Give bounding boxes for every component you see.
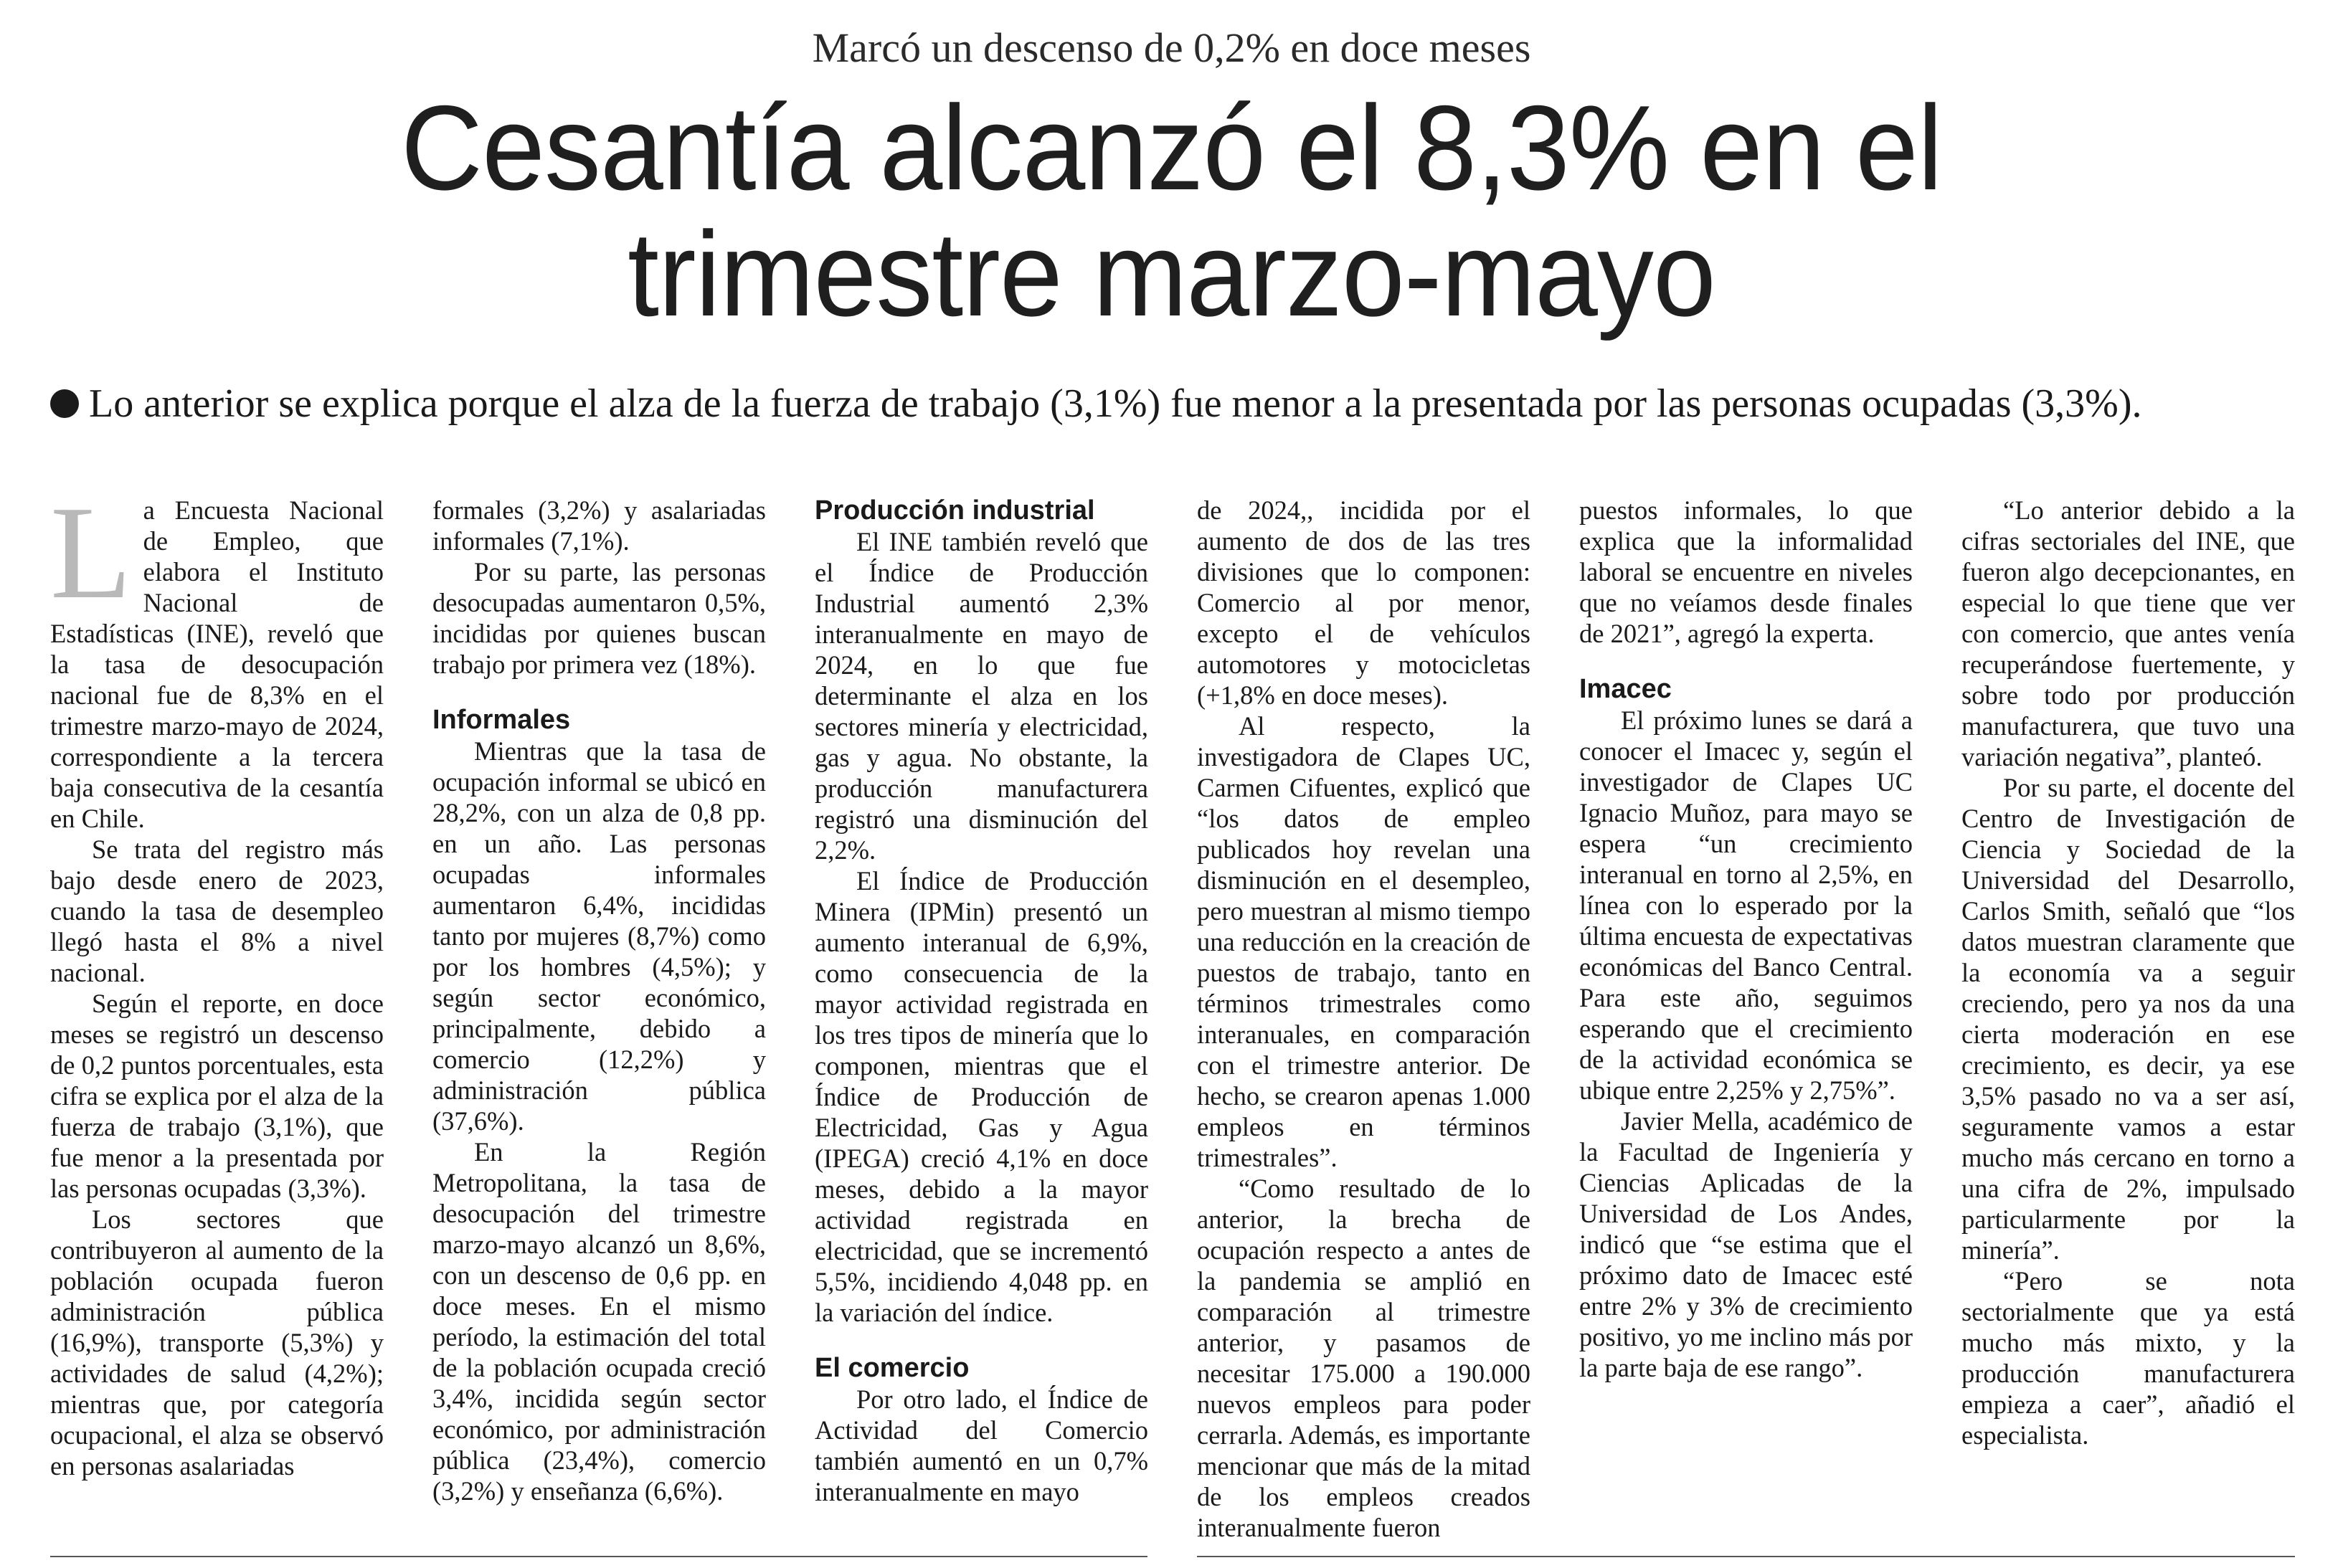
- subheading-comercio: El comercio: [815, 1353, 970, 1383]
- headline-line-2: trimestre marzo-mayo: [628, 206, 1715, 341]
- paragraph: El INE también reveló que el Índice de Producción Industrial aumentó 2,3% interanualmente en mayo de 2024, en lo que fue determinante el alza en los sectores minería y electricidad, gas y agua. No obstante, la producción manufacturera registró una disminución del 2,2%.: [815, 527, 1148, 865]
- paragraph: El Índice de Producción Minera (IPMin) presentó un aumento interanual de 6,9%, como consecuencia de la mayor actividad registrada en los tres tipos de minería que lo componen, mientras que el Índice de Producción de Electricidad, Gas y Agua (IPEGA) creció 4,1% en doce meses, debido a la mayor actividad registrada en electricidad, que se incrementó 5,5%, incidiendo 4,048 pp. en la variación del índice.: [815, 866, 1148, 1327]
- column-5: [1579, 495, 1913, 1556]
- bottom-rule-left: [50, 1556, 1147, 1557]
- column-6: [1961, 495, 2295, 1556]
- paragraph: Según el reporte, en doce meses se registró un descenso de 0,2 puntos porcentuales, esta cifra se explica por el alza de la fuerza de trabajo (3,1%), que fue menor a la presentada por las personas ocupadas (3,3%).: [50, 989, 384, 1203]
- paragraph: Por su parte, el docente del Centro de Investigación de Ciencia y Sociedad de la Universidad del Desarrollo, Carlos Smith, señaló que “los datos muestran claramente que la economía va a seguir creciendo, pero ya nos da una cierta moderación en ese crecimiento, es decir, ya ese 3,5% pasado no va a ser así, seguramente vamos a estar mucho más cercano en torno a una cifra de 2%, impulsado particularmente por la minería”.: [1961, 773, 2295, 1265]
- paragraph: En la Región Metropolitana, la tasa de desocupación del trimestre marzo-mayo alcanzó un 8,6%, con un descenso de 0,6 pp. en doce meses. En el mismo período, la estimación del total de la población ocupada creció 3,4%, incidida según sector económico, por administración pública (23,4%), comercio (3,2%) y enseñanza (6,6%).: [432, 1137, 766, 1506]
- paragraph: de 2024,, incidida por el aumento de dos de las tres divisiones que lo componen: Comercio al por menor, excepto el de vehículos automotores y motocicletas (+1,8% en doce meses).: [1197, 495, 1530, 710]
- paragraph: Javier Mella, académico de la Facultad de Ingeniería y Ciencias Aplicadas de la Universidad de Los Andes, indicó que “se estima que el próximo dato de Imacec esté entre 2% y 3% de crecimiento positivo, yo me inclino más por la parte baja de ese rango”.: [1579, 1106, 1913, 1382]
- column-4: [1197, 495, 1530, 1556]
- headline: [70, 80, 2273, 341]
- paragraph: formales (3,2%) y asalariadas informales (7,1%).: [432, 495, 766, 556]
- paragraph: Al respecto, la investigadora de Clapes UC, Carmen Cifuentes, explicó que “los datos de empleo publicados hoy revelan una disminución en el desempleo, pero muestran al mismo tiempo una reducción en la creación de puestos de trabajo, tanto en términos trimestrales como interanuales, en comparación con el trimestre anterior. De hecho, se crearon apenas 1.000 empleos en términos trimestrales”.: [1197, 711, 1530, 1172]
- paragraph: “Como resultado de lo anterior, la brecha de ocupación respecto a antes de la pandemia se amplió en comparación al trimestre anterior, y pasamos de necesitar 175.000 a 190.000 nuevos empleos para poder cerrarla. Además, es importante mencionar que más de la mitad de los empleos creados interanualmente fueron: [1197, 1174, 1530, 1542]
- paragraph: “Pero se nota sectorialmente que ya está mucho más mixto, y la producción manufacturera empieza a caer”, añadió el especialista.: [1961, 1266, 2295, 1450]
- article-columns: [50, 495, 2295, 1556]
- lede: [50, 378, 2295, 429]
- subheading-produccion: Producción industrial: [815, 495, 1095, 526]
- paragraph: Se trata del registro más bajo desde enero de 2023, cuando la tasa de desempleo llegó hasta el 8% a nivel nacional.: [50, 835, 384, 987]
- paragraph: “Lo anterior debido a la cifras sectoriales del INE, que fueron algo decepcionantes, en especial lo que tiene que ver con comercio, que antes venía recuperándose fuertemente, y sobre todo por producción manufacturera, que tuvo una variación negativa”, planteó.: [1961, 495, 2295, 771]
- paragraph: El próximo lunes se dará a conocer el Imacec y, según el investigador de Clapes UC Ignacio Muñoz, para mayo se espera “un crecimiento interanual en torno al 2,5%, en línea con lo esperado por la última encuesta de expectativas económicas del Banco Central. Para este año, seguimos esperando que el crecimiento de la actividad económica se ubique entre 2,25% y 2,75%”.: [1579, 705, 1913, 1105]
- paragraph: Mientras que la tasa de ocupación informal se ubicó en 28,2%, con un alza de 0,8 pp. en un año. Las personas ocupadas informales aumentaron 6,4%, incididas tanto por mujeres (8,7%) como por los hombres (4,5%); y según sector económico, principalmente, debido a comercio (12,2%) y administración pública (37,6%).: [432, 736, 766, 1136]
- drop-cap: L: [50, 495, 132, 627]
- bullet-icon: [50, 389, 79, 418]
- paragraph: puestos informales, lo que explica que la informalidad laboral se encuentre en niveles que no veíamos desde finales de 2021”, agregó la experta.: [1579, 495, 1913, 648]
- column-3: [815, 495, 1148, 1556]
- kicker: Marcó un descenso de 0,2% en doce meses: [812, 24, 1531, 71]
- paragraph: a Encuesta Nacional de Empleo, que elabora el Instituto Nacional de Estadísticas (INE), reveló que la tasa de desocupación nacional fue de 8,3% en el trimestre marzo-mayo de 2024, correspondiente a la tercera baja consecutiva de la cesantía en Chile.: [50, 495, 384, 833]
- lede-text: Lo anterior se explica porque el alza de la fuerza de trabajo (3,1%) fue menor a la presentada por las personas ocupadas (3,3%).: [89, 381, 2142, 426]
- paragraph: Por otro lado, el Índice de Actividad del Comercio también aumentó en un 0,7% interanualmente en mayo: [815, 1384, 1148, 1506]
- paragraph: Por su parte, las personas desocupadas aumentaron 0,5%, incididas por quienes buscan trabajo por primera vez (18%).: [432, 557, 766, 679]
- bottom-rule-right: [1197, 1556, 2295, 1557]
- headline-line-1: Cesantía alcanzó el 8,3% en el: [401, 80, 1942, 215]
- subheading-imacec: Imacec: [1579, 674, 1672, 704]
- column-1: [50, 495, 384, 1556]
- column-2: [432, 495, 766, 1556]
- paragraph: Los sectores que contribuyeron al aumento de la población ocupada fueron administración pública (16,9%), transporte (5,3%) y actividades de salud (4,2%); mientras que, por categoría ocupacional, el alza se observó en personas asalariadas: [50, 1204, 384, 1481]
- subheading-informales: Informales: [432, 705, 571, 735]
